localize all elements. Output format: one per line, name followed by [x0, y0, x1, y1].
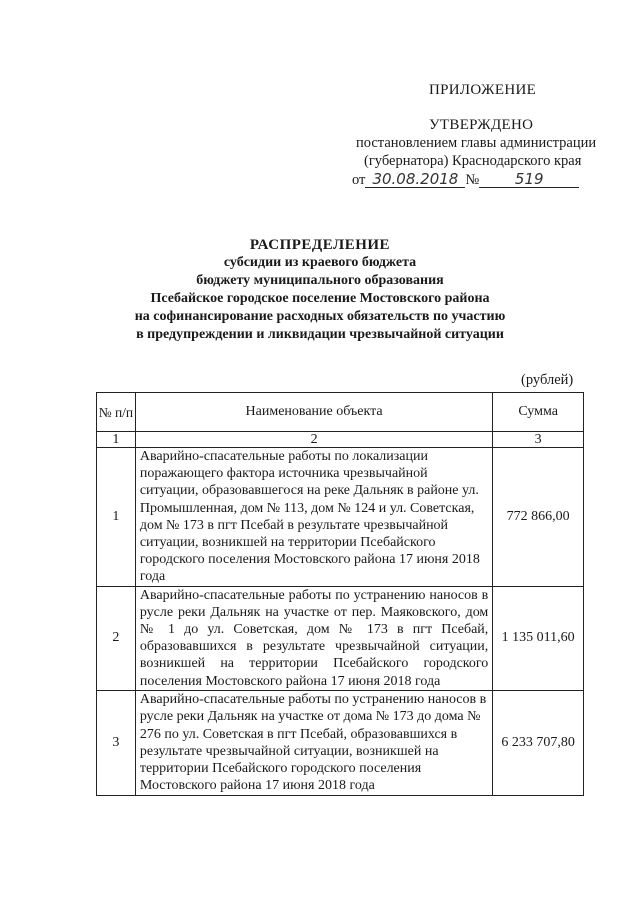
index-cell-1: 1: [97, 432, 136, 448]
row-name-cell: [135, 448, 492, 587]
row-num: 1: [97, 448, 136, 587]
header-name: Наименование объекта: [135, 393, 492, 432]
currency-unit: (рублей): [521, 372, 574, 388]
approved-by-line-1: постановлением главы администрации: [356, 135, 597, 151]
row-name: Аварийно-спасательные работы по устранению наносов в русле реки Дальняк на участке от дома № 173 до дома № 276 по ул. Советская в пгт Псебай, образовавшихся в результате чрезвычайной ситуации, возникшей на территории Псебайского городского поселения Мостовского района 17 июня 2018 года: [139, 692, 487, 794]
index-cell-2: 2: [135, 432, 492, 448]
number-prefix: №: [465, 172, 480, 188]
distribution-table: [96, 392, 584, 796]
heading-line-1: субсидии из краевого бюджета: [223, 255, 417, 270]
table-row: [97, 690, 584, 795]
heading-line-5: в предупреждении и ликвидации чрезвычайной ситуации: [136, 327, 504, 342]
heading-line-3: Псебайское городское поселение Мостовского района: [150, 291, 490, 306]
date-prefix: от: [352, 172, 366, 188]
row-num: 2: [97, 586, 136, 690]
heading-line-2: бюджету муниципального образования: [196, 273, 444, 288]
decree-number-handwritten: 519: [479, 171, 579, 188]
decree-date-handwritten: 30.08.2018: [365, 171, 465, 188]
appendix-label: ПРИЛОЖЕНИЕ: [429, 82, 537, 98]
header-sum: Сумма: [493, 393, 584, 432]
heading-title: РАСПРЕДЕЛЕНИЕ: [249, 237, 391, 253]
heading-line-4: на софинансирование расходных обязательств по участию: [134, 309, 506, 324]
row-name-cell: [135, 586, 492, 690]
row-sum: 6 233 707,80: [493, 690, 584, 795]
row-num: 3: [97, 690, 136, 795]
approved-by-line-2: (губернатора) Краснодарского края: [364, 153, 582, 169]
table-header-row: [97, 393, 584, 432]
table-index-row: [97, 432, 584, 448]
table-row: [97, 448, 584, 587]
table-row: [97, 586, 584, 690]
index-cell-3: 3: [493, 432, 584, 448]
header-num: № п/п: [97, 393, 136, 432]
row-name: Аварийно-спасательные работы по локализации поражающего фактора источника чрезвычайной ситуации, образовавшегося на реке Дальняк в районе ул. Промышленная, дом № 113, дом № 124 и ул. Советская, дом № 173 в пгт Псебай в результате чрезвычайной ситуации, возникшей на территории Псебайского городского поселения Мостовского района 17 июня 2018 года: [139, 449, 480, 585]
row-name-cell: [135, 690, 492, 795]
row-name: Аварийно-спасательные работы по устранению наносов в русле реки Дальняк на участке от пер. Маяковского, дом № 1 до ул. Советская, дом № 173 в пгт Псебай, образовавшихся в результате чрезвычайной ситуации, возникшей на территории Псебайского городского поселения Мостовского района 17 июня 2018 года: [139, 587, 489, 689]
row-sum: 1 135 011,60: [493, 586, 584, 690]
row-sum: 772 866,00: [493, 448, 584, 587]
document-heading: [0, 236, 640, 344]
decree-date-number: [352, 171, 579, 189]
approved-label: УТВЕРЖДЕНО: [429, 117, 534, 133]
